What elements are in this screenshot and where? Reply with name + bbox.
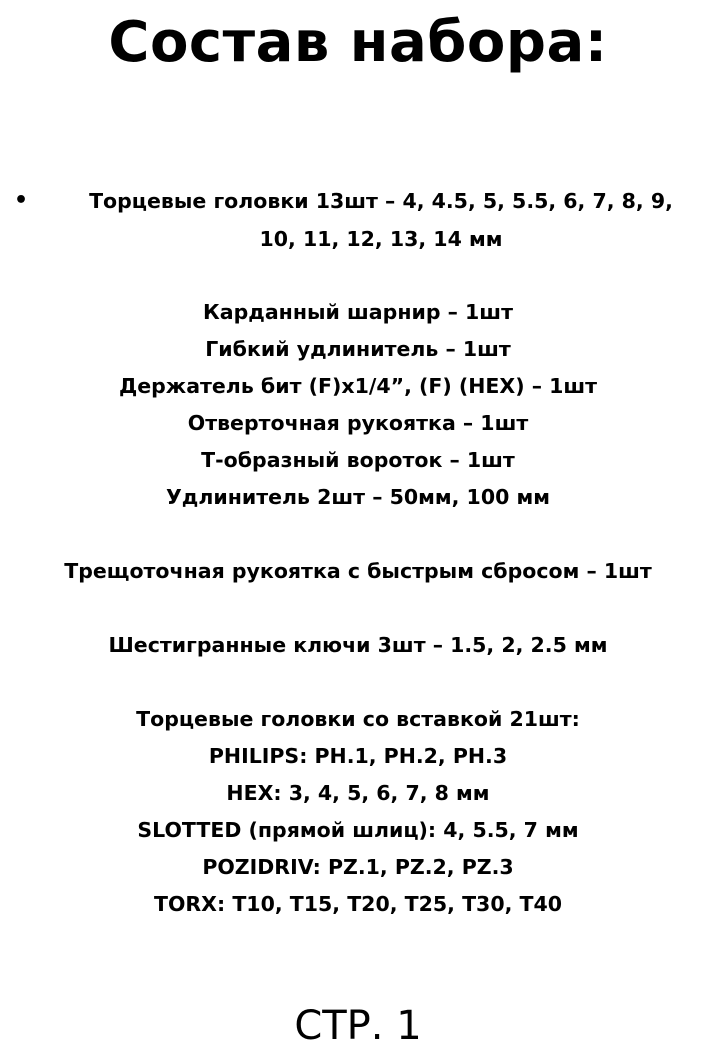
ratchet-line: Трещоточная рукоятка с быстрым сбросом – 1шт [64, 559, 652, 583]
component-line: Т-образный вороток – 1шт [201, 448, 515, 472]
component-line: Карданный шарнир – 1шт [203, 300, 513, 324]
page-number: СТР. 1 [294, 1003, 422, 1049]
bit-sockets-heading: Торцевые головки со вставкой 21шт: [136, 707, 580, 731]
bit-sockets-line: TORX: T10, T15, T20, T25, T30, T40 [153, 892, 563, 916]
bit-sockets-line: HEX: 3, 4, 5, 6, 7, 8 мм [226, 781, 490, 805]
bit-sockets-line: PHILIPS: PH.1, PH.2, PH.3 [208, 744, 508, 768]
page-title: Состав набора: [108, 10, 608, 75]
bullet-text-line-2: 10, 11, 12, 13, 14 мм [259, 227, 503, 251]
bit-sockets-line: SLOTTED (прямой шлиц): 4, 5.5, 7 мм [137, 818, 579, 842]
bit-sockets-line: POZIDRIV: PZ.1, PZ.2, PZ.3 [202, 855, 514, 879]
component-line: Удлинитель 2шт – 50мм, 100 мм [165, 485, 550, 509]
component-line: Держатель бит (F)x1/4”, (F) (HEX) – 1шт [118, 374, 598, 398]
bullet-text-line-1: Торцевые головки 13шт – 4, 4.5, 5, 5.5, 6, 7, 8, 9, [89, 189, 673, 213]
bullet-marker: • [14, 188, 29, 213]
hex-keys-line: Шестигранные ключи 3шт – 1.5, 2, 2.5 мм [108, 633, 608, 657]
component-line: Отверточная рукоятка – 1шт [187, 411, 529, 435]
component-line: Гибкий удлинитель – 1шт [205, 337, 511, 361]
